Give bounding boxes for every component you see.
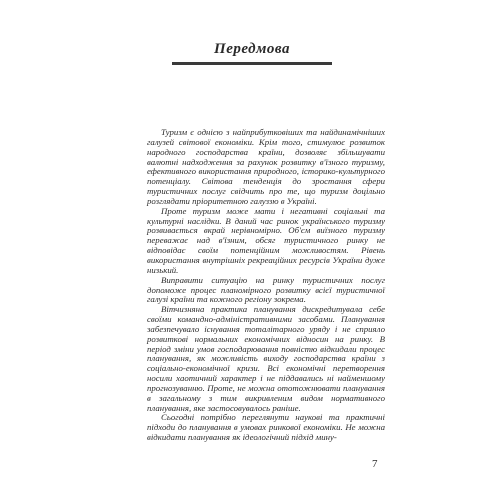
title-underline <box>172 62 332 65</box>
paragraph-3: Виправити ситуацію на ринку туристичних послуг допоможе процес планомірного розвитку всієї туристичної галузі країни та кожного регіону зокрема. <box>147 274 385 305</box>
paragraph-2: Проте туризм може мати і негативні соціальні та культурні наслідки. В даний час ринок українського туризму розвивається вкрай нерівномірно. Об'єм виїзного туризму переважає над в'їзним, обсяг туристичного ринку не відповідає своїм потенційним можливостям. Рівень використання внутрішніх рекреаційних ресурсів України дуже низький. <box>147 205 385 275</box>
page-number: 7 <box>372 458 378 470</box>
paragraph-1: Туризм є однією з найприбутковіших та найдинамічніших галузей світової економіки. Крім того, стимулює розвиток народного господарства країни, дозволяє збільшувати валютні надходження за рахунок розвитку в'їзного туризму, ефективного використання природного, історико-культурного потенціалу. Світова тенденція до зростання сфери туристичних послуг свідчить про те, що туризм доцільно розглядати пріоритетною галуззю в Україні. <box>147 127 385 206</box>
page-title: Передмова <box>214 41 290 57</box>
body-text <box>147 128 385 443</box>
title-block <box>172 40 332 65</box>
paragraph-5: Сьогодні потрібно переглянути наукові та практичні підходи до планування в умовах ринкової економіки. Не можна відкидати планування як ідеологічний підхід мину- <box>147 412 385 443</box>
paragraph-4: Вітчизняна практика планування дискредитувала себе своїми командно-адміністративними засобами. Планування забезпечувало існування тоталітарного уряду і не сприяло розвиткові нормальних економічних відносин на ринку. В період зміни умов господарювання повністю відкидали процес планування, як можливість виходу господарства країни з соціально-економічної кризи. Всі економічні перетворення носили хаотичний характер і не піддавались ні найменшому прогнозуванню. Проте, не можна ототожнювати планування в загальному з тим викривленим видом нормативного планування, яке застосовувалось раніше. <box>147 304 385 413</box>
